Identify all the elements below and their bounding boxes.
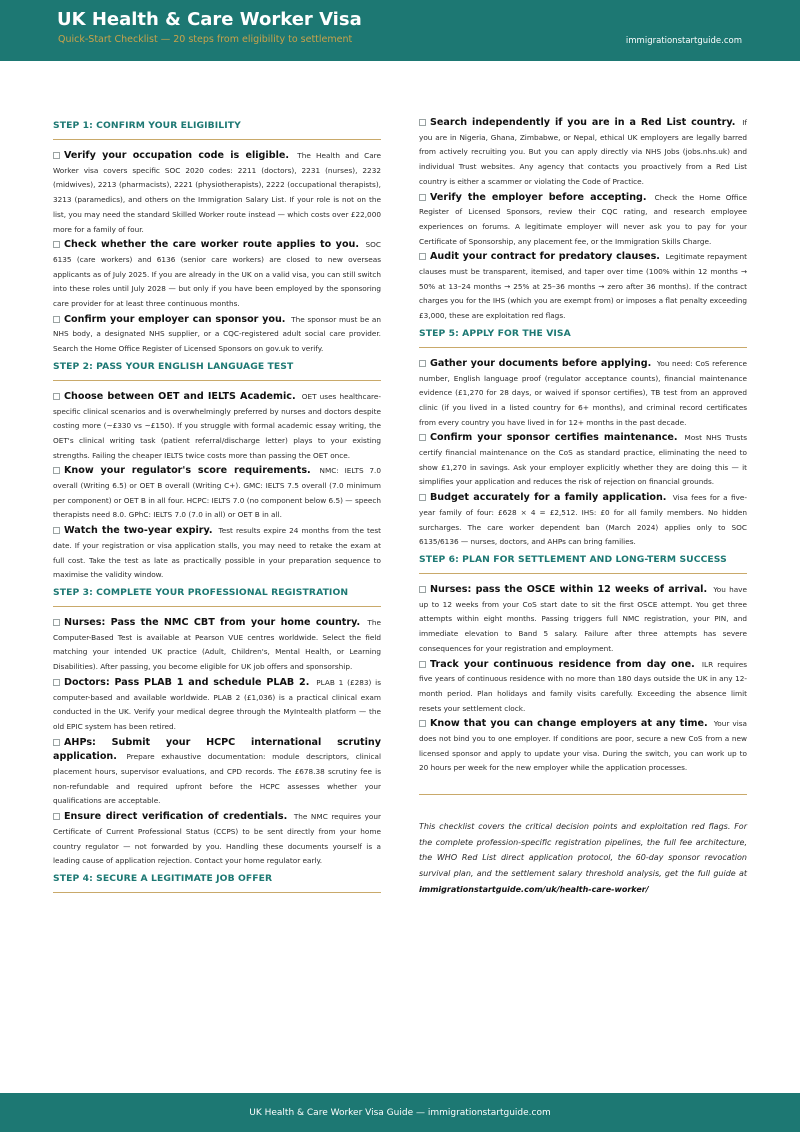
checklist-item — [419, 658, 747, 717]
step-6-section — [419, 554, 747, 776]
checkbox[interactable] — [419, 360, 426, 367]
item-body: The Health and Care Worker visa covers specific SOC 2020 codes: 2211 (doctors), 2231 (nurses), 2232 (midwives), 2213 (pharmacists), 2221 (physiotherapists), 2222 (occupational therapists), 3213 (paramedics), and others on the Immigration Salary List. If your role is not on the list, you may need the standard Skilled Worker route instead — which costs over £22,000 more for a family of four. — [53, 151, 381, 234]
item-title: AHPs: Submit your HCPC international scrutiny application. — [53, 736, 381, 763]
item-title: Doctors: Pass PLAB 1 and schedule PLAB 2. — [64, 676, 310, 688]
step-heading: STEP 4: SECURE A LEGITIMATE JOB OFFER — [53, 873, 381, 893]
step-4-items — [419, 116, 747, 324]
checklist-item — [419, 431, 747, 490]
item-title: Choose between OET and IELTS Academic. — [64, 390, 296, 402]
item-body: OET uses healthcare-specific clinical scenarios and is overwhelmingly preferred by nurses and doctors despite costing more (~£330 vs ~£150). If you struggle with formal academic essay writing, the OET's clinical writing task (patient referral/discharge letter) plays to your existing strengths. Failing the cheaper IELTS twice costs more than passing the OET once. — [53, 391, 381, 460]
item-body: ILR requires five years of continuous residence with no more than 180 days outside the UK in any 12-month period. Plan holidays and family visits carefully. Exceeding the absence limit resets your settlement clock. — [419, 659, 748, 713]
item-body: Test results expire 24 months from the test date. If your registration or visa application stalls, you may need to retake the exam at full cost. Take the test as late as practically possible in your preparation sequence to maximise the validity window. — [53, 526, 381, 580]
checkbox[interactable] — [419, 720, 426, 727]
step-1-section — [53, 120, 381, 357]
item-title: Gather your documents before applying. — [430, 357, 652, 369]
checkbox[interactable] — [419, 253, 426, 260]
step-heading: STEP 5: APPLY FOR THE VISA — [419, 328, 747, 348]
step-heading: STEP 6: PLAN FOR SETTLEMENT AND LONG-TERM SUCCESS — [419, 554, 747, 574]
item-body: SOC 6135 (care workers) and 6136 (senior care workers) are closed to new overseas applicants as of July 2025. If you are already in the UK on a valid visa, you can still switch into these roles until July 2028 — but only if you have been employed by the sponsoring care provider for at least three continuous months. — [53, 240, 381, 309]
item-body: Most NHS Trusts certify financial maintenance on the CoS as standard practice, eliminating the need to show £1,270 in savings. Ask your employer explicitly whether they are doing this — it simplifies your application and reduces the risk of rejection on financial grounds. — [419, 433, 747, 487]
item-body: Check the Home Office Register of Licensed Sponsors, review their CQC rating, and research employee experiences on forums. A legitimate employer will never ask you to pay for your Certificate of Sponsorship, any placement fee, or the Immigration Skills Charge. — [419, 192, 747, 246]
checkbox[interactable] — [53, 393, 60, 400]
checkbox[interactable] — [53, 527, 60, 534]
divider — [419, 794, 747, 795]
checkbox[interactable] — [419, 194, 426, 201]
item-title: Nurses: pass the OSCE within 12 weeks of arrival. — [430, 583, 708, 595]
item-body: PLAB 1 (£283) is computer-based and available worldwide. PLAB 2 (£1,036) is a practical clinical exam conducted in the UK. Verify your medical degree through the MyIntealth platform — the old EPIC system has been retired. — [53, 677, 382, 731]
footer-text: UK Health & Care Worker Visa Guide — immigrationstartguide.com — [249, 1107, 551, 1118]
checklist-item — [53, 464, 381, 523]
item-body: The sponsor must be an NHS body, a designated NHS supplier, or a CQC-registered adult social care provider. Search the Home Office Register of Licensed Sponsors on gov.uk to verify. — [53, 314, 381, 354]
page-subtitle: Quick-Start Checklist — 20 steps from eligibility to settlement — [58, 34, 353, 45]
item-title: Nurses: Pass the NMC CBT from your home country. — [64, 616, 361, 628]
checklist-item — [53, 736, 381, 810]
checkbox[interactable] — [419, 119, 426, 126]
item-title: Know that you can change employers at any time. — [430, 718, 708, 730]
checkbox[interactable] — [419, 661, 426, 668]
checklist-item — [419, 357, 747, 431]
step-heading: STEP 1: CONFIRM YOUR ELIGIBILITY — [53, 120, 381, 140]
checkbox[interactable] — [419, 434, 426, 441]
step-2-section — [53, 361, 381, 583]
checklist-item — [419, 250, 747, 324]
checklist-item — [53, 390, 381, 464]
page-header — [0, 0, 800, 61]
item-body: NMC: IELTS 7.0 overall (Writing 6.5) or OET B overall (Writing C+). GMC: IELTS 7.5 overall (7.0 minimum per component) or OET B in all four. HCPC: IELTS 7.0 (no component below 6.5) — speech therapists need 8.0. GPhC: IELTS 7.0 (7.0 in all) or OET B in all. — [53, 466, 381, 520]
closing-note — [419, 819, 747, 897]
item-body: Prepare exhaustive documentation: module descriptors, clinical placement hours, supervisor evaluations, and CPD records. The £678.38 scrutiny fee is non-refundable and required upfront before the HCPC assesses whether your qualifications are acceptable. — [53, 752, 381, 806]
checklist-item — [419, 583, 747, 657]
left-column — [53, 116, 381, 902]
item-body: Visa fees for a five-year family of four: £628 × 4 = £2,512. IHS: £0 for all family members. No hidden surcharges. The care worker dependent ban (March 2024) applies only to SOC 6135/6136 — nurses, doctors, and AHPs can bring families. — [419, 493, 747, 547]
item-title: Verify your occupation code is eligible. — [64, 150, 290, 161]
right-column — [419, 116, 747, 897]
step-4-heading-section — [53, 873, 381, 893]
checkbox[interactable] — [53, 467, 60, 474]
guide-link[interactable]: immigrationstartguide.com/uk/health-care-worker/ — [419, 884, 649, 894]
item-title: Confirm your sponsor certifies maintenance. — [430, 432, 678, 444]
checklist-item — [53, 676, 381, 735]
checkbox[interactable] — [53, 619, 60, 626]
item-title: Ensure direct verification of credentials. — [64, 811, 288, 823]
checklist-item — [419, 116, 747, 190]
item-title: Budget accurately for a family application. — [430, 492, 667, 504]
item-title: Audit your contract for predatory clauses. — [430, 251, 660, 263]
item-body: If you are in Nigeria, Ghana, Zimbabwe, or Nepal, ethical UK employers are legally barred from actively recruiting you. But you can apply directly via NHS Jobs (jobs.nhs.uk) and individual Trust websites. Any agency that contacts you proactively from a Red List country is either a scammer or violating the Code of Practice. — [419, 118, 747, 186]
checklist-item — [419, 717, 747, 776]
checklist-item — [419, 491, 747, 550]
step-3-section — [53, 587, 381, 869]
step-heading: STEP 3: COMPLETE YOUR PROFESSIONAL REGISTRATION — [53, 587, 381, 607]
item-body: Legitimate repayment clauses must be transparent, itemised, and taper over time (100% within 12 months → 50% at 13–24 months → 25% at 25–36 months → zero after 36 months). If the contract charges you for the IHS (which you are exempt from) or imposes a flat penalty exceeding £3,000, these are exploitation red flags. — [419, 252, 748, 321]
item-body: You have up to 12 weeks from your CoS start date to sit the first OSCE attempt. You get three attempts within eight months. Passing triggers full NMC registration, your PIN, and immediate elevation to Band 5 salary. Failure after three attempts has severe consequences for your registration and employment. — [419, 584, 747, 653]
checklist-item — [53, 810, 381, 869]
item-body: Your visa does not bind you to one employer. If conditions are poor, secure a new CoS from a new licensed sponsor and apply to update your visa. During the switch, you can work up to 20 hours per week for the new employer while the application processes. — [419, 719, 748, 773]
checkbox[interactable] — [53, 679, 60, 686]
checkbox[interactable] — [53, 316, 60, 323]
step-5-section — [419, 328, 747, 550]
header-site-link[interactable]: immigrationstartguide.com — [625, 36, 742, 46]
item-title: Know your regulator's score requirements. — [64, 465, 311, 477]
checklist-item — [53, 238, 381, 312]
item-body: The NMC requires your Certificate of Current Professional Status (CCPS) to be sent directly from your home country regulator — not forwarded by you. Handling these documents yourself is a leading cause of application rejection. Contact your home regulator early. — [53, 812, 382, 866]
checkbox[interactable] — [53, 152, 60, 159]
checklist-item — [53, 313, 381, 357]
checkbox[interactable] — [419, 586, 426, 593]
page-title: UK Health & Care Worker Visa — [57, 9, 362, 30]
item-title: Search independently if you are in a Red List country. — [430, 117, 736, 128]
item-title: Confirm your employer can sponsor you. — [64, 313, 286, 325]
item-title: Check whether the care worker route applies to you. — [64, 239, 360, 251]
checklist-item — [53, 616, 381, 675]
item-body: You need: CoS reference number, English language proof (regulator acceptance counts), financial maintenance evidence (£1,270 for 28 days, or waived if sponsor certifies), TB test from an approved clinic (if you lived in a listed country for 6+ months), and criminal record certificates from every country you have lived in for 12+ months in the past decade. — [419, 358, 747, 427]
checkbox[interactable] — [419, 494, 426, 501]
checklist-item — [53, 149, 381, 237]
item-title: Verify the employer before accepting. — [430, 191, 647, 203]
item-title: Track your continuous residence from day one. — [430, 658, 695, 670]
page-footer — [0, 1093, 800, 1132]
checkbox[interactable] — [53, 813, 60, 820]
checkbox[interactable] — [53, 739, 60, 746]
checklist-item — [419, 191, 747, 250]
closing-text: This checklist covers the critical decision points and exploitation red flags. For the complete profession-specific registration pipelines, the full fee architecture, the WHO Red List direct application protocol, the 60-day sponsor revocation survival plan, and the settlement salary threshold analysis, get the full guide at — [419, 822, 747, 878]
step-heading: STEP 2: PASS YOUR ENGLISH LANGUAGE TEST — [53, 361, 381, 381]
item-body: The Computer-Based Test is available at Pearson VUE centres worldwide. Select the field matching your intended UK practice (Adult, Children's, Mental Health, or Learning Disabilities). After passing, you become eligible for UK job offers and sponsorship. — [53, 617, 381, 672]
checkbox[interactable] — [53, 241, 60, 248]
item-title: Watch the two-year expiry. — [64, 525, 213, 537]
checklist-item — [53, 524, 381, 583]
